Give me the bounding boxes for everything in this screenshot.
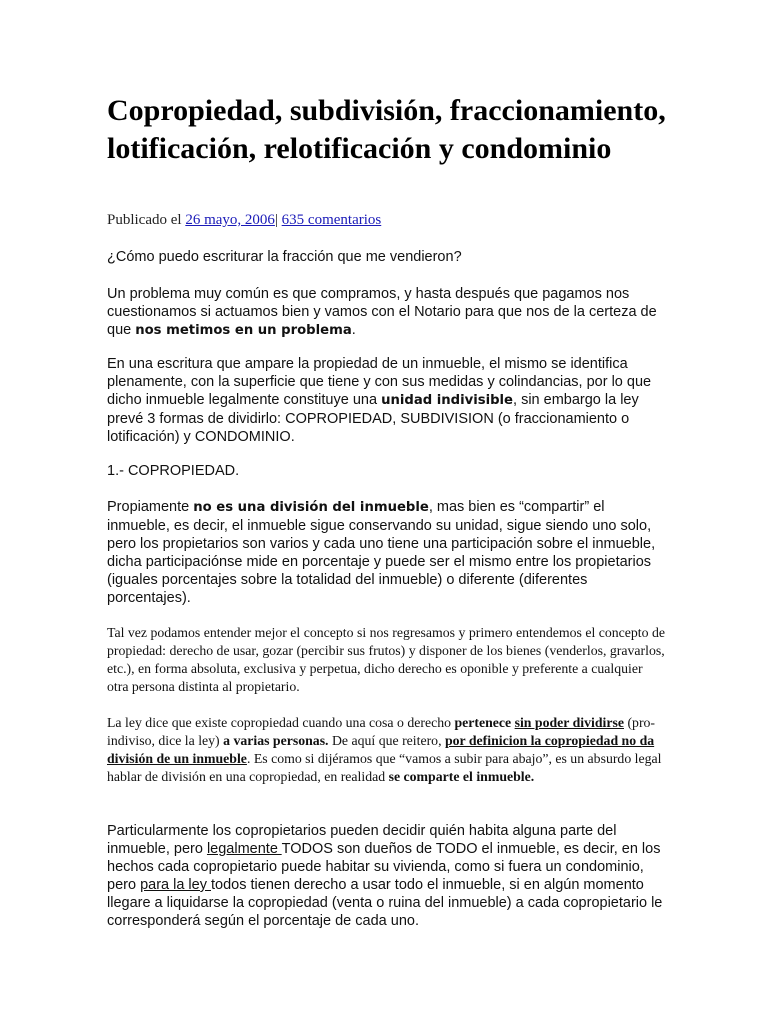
- comments-link[interactable]: 635 comentarios: [281, 212, 382, 228]
- definition-text-end: , mas bien es “compartir” el inmueble, es decir, el inmueble sigue conservando su unidad, sigue siendo uno solo, pero los propietarios son varios y cada uno tiene una participación sobre el inmueble, dicha participaciónse mide en porcentaje y puede ser el mismo entre los propietarios (iguales porcentajes sobre la totalidad del inmueble) o diferente (diferentes porcentajes).: [107, 499, 656, 606]
- law-emphasis-shared: se comparte el inmueble.: [388, 769, 535, 784]
- intro-text: Un problema muy común es que compramos, y hasta después que pagamos nos cuestionamos si actuamos bien y vamos con el Notario para que nos de la certeza de que: [107, 286, 657, 338]
- law-text-3: De aquí que reitero,: [328, 733, 445, 748]
- co-owners-underline-law: para la ley: [140, 877, 211, 893]
- section-heading: 1.- COPROPIEDAD.: [107, 463, 240, 479]
- intro-paragraph: [107, 285, 667, 340]
- co-owners-text-3: todos tienen derecho a usar todo el inmueble, si en algún momento llegare a liquidarse la copropiedad (venta o ruina del inmueble) a cada copropietario le corresponderá según el porcentaje de cada uno.: [107, 877, 663, 929]
- deed-text: En una escritura que ampare la propiedad de un inmueble, el mismo se identifica plenamente, con la superficie que tiene y con sus medidas y colindancias, por lo que dicho inmueble legalmente constituye una: [107, 356, 652, 408]
- date-link[interactable]: 26 mayo, 2006: [185, 212, 275, 228]
- question-paragraph: ¿Cómo puedo escriturar la fracción que me vendieron?: [107, 249, 462, 265]
- byline-separator: |: [274, 212, 278, 228]
- co-owners-paragraph: [107, 822, 667, 930]
- co-owners-text: Particularmente los copropietarios pueden decidir quién habita alguna parte del inmueble, pero: [107, 823, 617, 857]
- definition-emphasis: no es una división del inmueble: [193, 500, 429, 515]
- deed-paragraph: [107, 355, 667, 446]
- law-text: La ley dice que existe copropiedad cuando una cosa o derecho: [107, 715, 455, 730]
- byline-prefix: Publicado el: [107, 212, 186, 228]
- co-owners-text-2: TODOS son dueños de TODO el inmueble, es decir, en los hechos cada copropietario puede habitar su vivienda, como si fuera un condominio, pero: [107, 841, 661, 893]
- law-paragraph: [107, 714, 667, 786]
- byline: [107, 211, 381, 229]
- intro-emphasis: nos metimos en un problema: [135, 323, 352, 338]
- definition-text: Propiamente: [107, 499, 194, 515]
- law-emphasis-definition: por definicion la copropiedad no da división de un inmueble: [107, 733, 655, 766]
- law-emphasis-persons: a varias personas.: [223, 733, 329, 748]
- definition-paragraph: [107, 498, 667, 607]
- article-title: Copropiedad, subdivisión, fraccionamiento, lotificación, relotificación y condominio: [107, 94, 666, 165]
- law-text-2: (pro-indiviso, dice la ley): [107, 715, 656, 748]
- intro-text-end: .: [351, 322, 356, 338]
- law-emphasis-indivisible: sin poder dividirse: [514, 715, 624, 730]
- law-text-4: . Es como si dijéramos que “vamos a subir para abajo”, es un absurdo legal hablar de división en una copropiedad, en realidad: [107, 751, 662, 784]
- deed-text-end: , sin embargo la ley prevé 3 formas de dividirlo: COPROPIEDAD, SUBDIVISION (o fraccionamiento o lotificación) y CONDOMINIO.: [107, 392, 639, 445]
- deed-emphasis: unidad indivisible: [381, 393, 514, 408]
- law-emphasis-belongs: pertenece: [454, 715, 512, 730]
- co-owners-underline-legally: legalmente: [206, 841, 282, 857]
- property-concept-paragraph: Tal vez podamos entender mejor el concepto si nos regresamos y primero entendemos el concepto de propiedad: derecho de usar, gozar (percibir sus frutos) y disponer de los bienes (venderlos, gravarlos, etc.), en forma absoluta, exclusiva y perpetua, dicho derecho es oponible y preferente a cualquier otra persona distinta al propietario.: [107, 625, 665, 694]
